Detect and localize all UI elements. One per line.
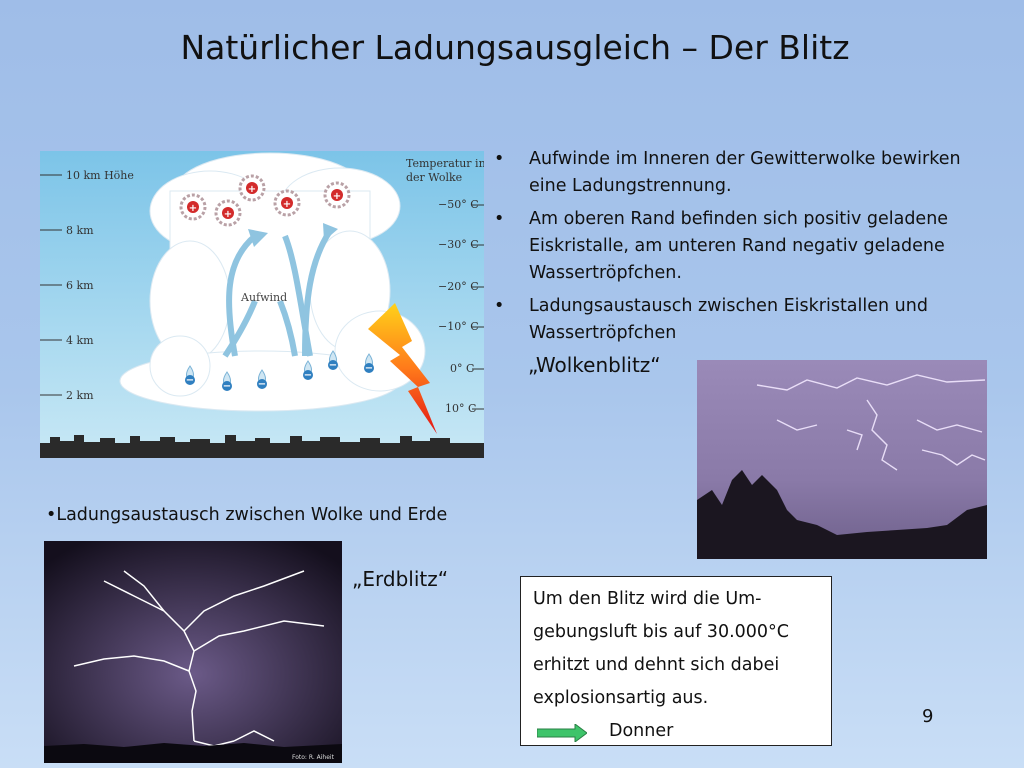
temp-label-minus10: −10° C [438, 320, 479, 333]
svg-text:−: − [185, 375, 195, 386]
ice-crystal [325, 183, 349, 207]
svg-text:+: + [332, 191, 342, 202]
temp-label-minus30: −30° C [438, 238, 479, 251]
bullet-exchange: • Ladungsaustausch zwischen Eiskristallen und Wassertröpfchen [494, 293, 984, 347]
note-line-1: Um den Blitz wird die Um- [533, 589, 762, 609]
svg-text:−: − [257, 379, 267, 390]
updraft-label: Aufwind [241, 291, 288, 304]
erdblitz-label: „Erdblitz“ [352, 567, 449, 591]
thunder-note-box [520, 576, 832, 746]
slide-title: Natürlicher Ladungsausgleich – Der Blitz [180, 28, 850, 67]
svg-text:−: − [222, 381, 232, 392]
ground-lightning-photo [44, 541, 342, 763]
note-line-3: erhitzt und dehnt sich dabei [533, 655, 780, 675]
note-line-4: explosionsartig aus. [533, 688, 709, 708]
bullet-list [494, 146, 984, 353]
height-label-4km: 4 km [66, 334, 94, 347]
photo-credit: Foto: R. Aiheit [292, 754, 334, 761]
temp-header-line1: Temperatur in [406, 157, 484, 170]
svg-text:+: + [188, 203, 198, 214]
height-label-8km: 8 km [66, 224, 94, 237]
bullet-cloud-ground: •Ladungsaustausch zwischen Wolke und Erde [46, 505, 448, 525]
ice-crystal [275, 191, 299, 215]
temp-label-minus50: −50° C [438, 198, 479, 211]
bullet-updraft: • Aufwinde im Inneren der Gewitterwolke bewirken eine Ladungstrennung. [494, 146, 984, 200]
thundercloud-diagram [40, 151, 484, 458]
svg-text:+: + [247, 184, 257, 195]
donner-label: Donner [609, 721, 674, 741]
svg-text:+: + [282, 199, 292, 210]
wolkenblitz-label: „Wolkenblitz“ [528, 353, 661, 377]
svg-text:−: − [303, 370, 313, 381]
ice-crystal [216, 201, 240, 225]
temp-header-line2: der Wolke [406, 171, 463, 184]
ice-crystal [181, 195, 205, 219]
cloud-lightning-photo [697, 360, 987, 559]
svg-text:−: − [364, 363, 374, 374]
arrow-right-icon [537, 724, 587, 742]
height-label-10km: 10 km Höhe [66, 169, 134, 182]
svg-text:−: − [328, 360, 338, 371]
height-label-6km: 6 km [66, 279, 94, 292]
note-line-2: gebungsluft bis auf 30.000°C [533, 622, 790, 642]
temp-label-minus20: −20° C [438, 280, 479, 293]
page-number: 9 [922, 706, 934, 727]
temp-label-10: 10° C [445, 402, 477, 415]
cloud-shape [120, 153, 425, 411]
ice-crystal [240, 176, 264, 200]
height-label-2km: 2 km [66, 389, 94, 402]
temp-label-0: 0° C [450, 362, 475, 375]
svg-text:+: + [223, 209, 233, 220]
bullet-charges: • Am oberen Rand befinden sich positiv geladene Eiskristalle, am unteren Rand negativ geladene Wassertröpfchen. [494, 206, 984, 287]
